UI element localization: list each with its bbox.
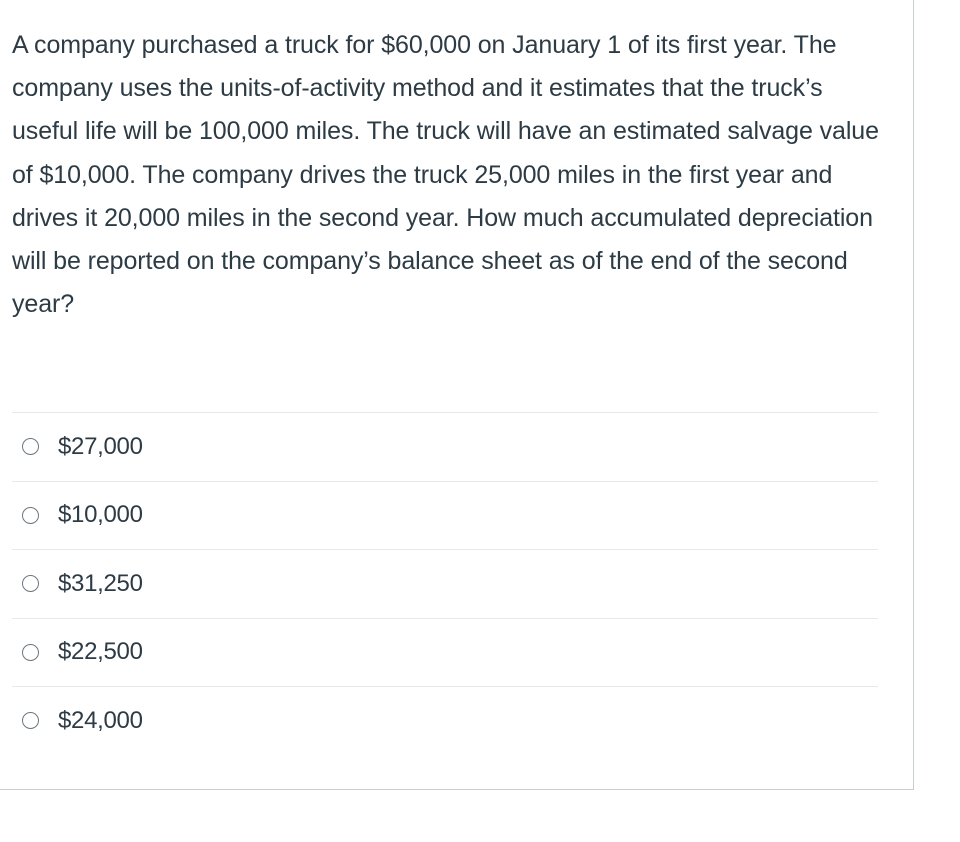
answer-option-4[interactable] — [12, 619, 878, 688]
answer-label[interactable]: $31,250 — [58, 569, 143, 597]
answer-option-2[interactable] — [12, 482, 878, 551]
question-text: A company purchased a truck for $60,000 on January 1 of its first year. The company uses the units-of-activity method and it estimates that the truck’s useful life will be 100,000 miles. The truck will have an estimated salvage value of $10,000. The company drives the truck 25,000 miles in the first year and drives it 20,000 miles in the second year. How much accumulated depreciation will be reported on the company’s balance sheet as of the end of the second year? — [12, 31, 879, 319]
radio-button-icon[interactable] — [22, 575, 39, 592]
answer-label[interactable]: $10,000 — [58, 501, 143, 529]
answer-option-5[interactable] — [12, 687, 878, 755]
radio-button-icon[interactable] — [22, 507, 39, 524]
answer-label[interactable]: $24,000 — [58, 706, 143, 734]
answer-list — [12, 412, 878, 755]
answer-option-3[interactable] — [12, 550, 878, 619]
answer-label[interactable]: $22,500 — [58, 638, 143, 666]
radio-button-icon[interactable] — [22, 438, 39, 455]
radio-button-icon[interactable] — [22, 644, 39, 661]
answer-label[interactable]: $27,000 — [58, 432, 143, 460]
radio-button-icon[interactable] — [22, 712, 39, 729]
answer-option-1[interactable] — [12, 413, 878, 482]
